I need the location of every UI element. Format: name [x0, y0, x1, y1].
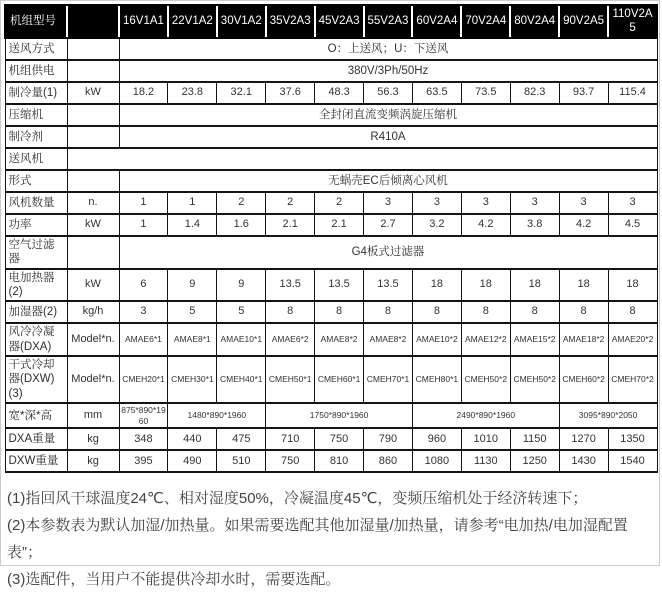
unit-cell: kW: [67, 214, 119, 236]
span-value-cell: 3095*890*2050: [559, 403, 657, 428]
value-cell: 115.4: [608, 82, 657, 104]
value-cell: 3: [559, 192, 608, 214]
table-row: [5, 192, 657, 214]
value-cell: 4.5: [608, 214, 657, 236]
value-cell: 18: [510, 269, 559, 302]
merged-value-cell: O：上送风；U：下送风: [119, 38, 657, 60]
value-cell: 18: [461, 269, 510, 302]
value-cell: AMAE18*2: [559, 323, 608, 356]
section-empty-cell: [67, 148, 657, 170]
note-line-3: (3)选配件，当用户不能提供冷却水时，需要选配。: [7, 571, 341, 589]
value-cell: 6: [119, 269, 168, 302]
span-value-cell: 2490*890*1960: [412, 403, 559, 428]
value-cell: CMEH60*1: [315, 356, 364, 403]
value-cell: 1: [119, 214, 168, 236]
row-label: 风冷冷凝器(DXA): [5, 323, 67, 356]
value-cell: 440: [168, 428, 217, 450]
unit-cell: [67, 60, 119, 82]
value-cell: 8: [315, 301, 364, 323]
value-cell: 2: [217, 192, 266, 214]
value-cell: 37.6: [266, 82, 315, 104]
value-cell: 56.3: [364, 82, 413, 104]
value-cell: 9: [168, 269, 217, 302]
row-label: 风机数量: [5, 192, 67, 214]
table-row: [5, 214, 657, 236]
value-cell: 8: [559, 301, 608, 323]
value-cell: 2.7: [364, 214, 413, 236]
value-cell: 1.6: [217, 214, 266, 236]
table-row: [5, 323, 657, 356]
value-cell: 8: [266, 301, 315, 323]
spec-table: [4, 4, 658, 473]
value-cell: 810: [315, 450, 364, 472]
value-cell: 23.8: [168, 82, 217, 104]
header-model-80V2A4: 80V2A4: [510, 5, 559, 38]
value-cell: 8: [608, 301, 657, 323]
value-cell: 710: [266, 428, 315, 450]
row-label: 干式冷却器(DXW)(3): [5, 356, 67, 403]
value-cell: 32.1: [217, 82, 266, 104]
value-cell: 475: [217, 428, 266, 450]
value-cell: 18: [608, 269, 657, 302]
merged-value-cell: R410A: [119, 126, 657, 148]
table-row: [5, 428, 657, 450]
merged-value-cell: 380V/3Ph/50Hz: [119, 60, 657, 82]
value-cell: 5: [168, 301, 217, 323]
value-cell: 13.5: [364, 269, 413, 302]
unit-cell: Model*n.: [67, 323, 119, 356]
row-label: 空气过滤器: [5, 236, 67, 269]
value-cell: 1: [168, 192, 217, 214]
header-model-70V2A4: 70V2A4: [461, 5, 510, 38]
value-cell: 93.7: [559, 82, 608, 104]
value-cell: AMAE10*1: [217, 323, 266, 356]
value-cell: CMEH20*1: [119, 356, 168, 403]
value-cell: 1540: [608, 450, 657, 472]
value-cell: 8: [461, 301, 510, 323]
table-row: [5, 450, 657, 472]
value-cell: AMAE6*2: [266, 323, 315, 356]
header-model-110V2A5: 110V2A5: [608, 5, 657, 38]
unit-cell: kg: [67, 428, 119, 450]
unit-cell: kW: [67, 82, 119, 104]
unit-cell: [67, 126, 119, 148]
value-cell: 3.8: [510, 214, 559, 236]
value-cell: 18: [412, 269, 461, 302]
value-cell: 2.1: [315, 214, 364, 236]
value-cell: 18: [559, 269, 608, 302]
header-model-60V2A4: 60V2A4: [412, 5, 461, 38]
value-cell: CMEH50*2: [461, 356, 510, 403]
merged-value-cell: 无蜗壳EC后倾离心风机: [119, 170, 657, 192]
unit-cell: kg/h: [67, 301, 119, 323]
row-label: 功率: [5, 214, 67, 236]
unit-cell: kg: [67, 450, 119, 472]
value-cell: AMAE8*2: [364, 323, 413, 356]
value-cell: 3: [364, 192, 413, 214]
value-cell: 3: [608, 192, 657, 214]
value-cell: 790: [364, 428, 413, 450]
table-row: [5, 148, 657, 170]
value-cell: 4.2: [559, 214, 608, 236]
value-cell: 2.1: [266, 214, 315, 236]
value-cell: 4.2: [461, 214, 510, 236]
value-cell: 48.3: [315, 82, 364, 104]
row-label: 电加热器(2): [5, 269, 67, 302]
table-header-row: [5, 5, 657, 38]
value-cell: 2: [315, 192, 364, 214]
value-cell: CMEH50*2: [510, 356, 559, 403]
value-cell: 860: [364, 450, 413, 472]
value-cell: 3.2: [412, 214, 461, 236]
value-cell: AMAE10*2: [412, 323, 461, 356]
header-model-title: 机组型号: [5, 5, 67, 38]
note-line-1: (1)指回风干球温度24℃、相对湿度50%，冷凝温度45℃，变频压缩机处于经济转速下；: [7, 490, 588, 508]
value-cell: 1080: [412, 450, 461, 472]
span-value-cell: 1480*890*1960: [168, 403, 266, 428]
value-cell: CMEH70*1: [364, 356, 413, 403]
table-row: [5, 301, 657, 323]
row-label: DXA重量: [5, 428, 67, 450]
value-cell: 395: [119, 450, 168, 472]
unit-cell: kW: [67, 269, 119, 302]
value-cell: 63.5: [412, 82, 461, 104]
value-cell: 13.5: [266, 269, 315, 302]
value-cell: 3: [119, 301, 168, 323]
value-cell: CMEH60*2: [559, 356, 608, 403]
header-model-55V2A3: 55V2A3: [364, 5, 413, 38]
footnotes: [1, 473, 659, 593]
unit-cell: Model*n.: [67, 356, 119, 403]
span-value-cell: 875*890*1960: [119, 403, 168, 428]
note-line-2: (2)本参数表为默认加湿/加热量。如果需要选配其他加湿量/加热量，请参考“电加热/电加湿配置表”；: [7, 517, 628, 562]
value-cell: 1250: [510, 450, 559, 472]
value-cell: 1.4: [168, 214, 217, 236]
row-label: DXW重量: [5, 450, 67, 472]
table-row: [5, 403, 657, 428]
row-label: 形式: [5, 170, 67, 192]
value-cell: AMAE8*2: [315, 323, 364, 356]
value-cell: AMAE8*1: [168, 323, 217, 356]
value-cell: 8: [510, 301, 559, 323]
table-row: [5, 236, 657, 269]
value-cell: AMAE6*1: [119, 323, 168, 356]
value-cell: 3: [412, 192, 461, 214]
value-cell: 3: [461, 192, 510, 214]
value-cell: 1350: [608, 428, 657, 450]
value-cell: 960: [412, 428, 461, 450]
table-row: [5, 60, 657, 82]
value-cell: 750: [315, 428, 364, 450]
header-model-22V1A2: 22V1A2: [168, 5, 217, 38]
unit-cell: n.: [67, 192, 119, 214]
value-cell: 1010: [461, 428, 510, 450]
header-model-16V1A1: 16V1A1: [119, 5, 168, 38]
value-cell: CMEH70*2: [608, 356, 657, 403]
row-label: 制冷剂: [5, 126, 67, 148]
value-cell: 1430: [559, 450, 608, 472]
value-cell: CMEH80*1: [412, 356, 461, 403]
span-value-cell: 1750*890*1960: [266, 403, 413, 428]
row-label: 制冷量(1): [5, 82, 67, 104]
spec-table-body: [5, 5, 657, 472]
value-cell: 1: [119, 192, 168, 214]
row-label: 宽*深*高: [5, 403, 67, 428]
table-row: [5, 82, 657, 104]
row-label: 加湿器(2): [5, 301, 67, 323]
value-cell: 73.5: [461, 82, 510, 104]
row-label: 压缩机: [5, 104, 67, 126]
unit-cell: [67, 170, 119, 192]
unit-cell: [67, 236, 119, 269]
value-cell: 18.2: [119, 82, 168, 104]
header-model-30V1A2: 30V1A2: [217, 5, 266, 38]
table-row: [5, 38, 657, 60]
value-cell: CMEH30*1: [168, 356, 217, 403]
value-cell: AMAE12*2: [461, 323, 510, 356]
table-row: [5, 356, 657, 403]
value-cell: 8: [364, 301, 413, 323]
value-cell: 1150: [510, 428, 559, 450]
value-cell: 2: [266, 192, 315, 214]
merged-value-cell: 全封闭直流变频涡旋压缩机: [119, 104, 657, 126]
unit-cell: mm: [67, 403, 119, 428]
unit-cell: [67, 38, 119, 60]
table-row: [5, 269, 657, 302]
value-cell: AMAE20*2: [608, 323, 657, 356]
header-model-35V2A3: 35V2A3: [266, 5, 315, 38]
value-cell: 3: [510, 192, 559, 214]
value-cell: 510: [217, 450, 266, 472]
header-blank-cell: [67, 5, 119, 38]
value-cell: 1130: [461, 450, 510, 472]
value-cell: 490: [168, 450, 217, 472]
value-cell: CMEH40*1: [217, 356, 266, 403]
table-row: [5, 104, 657, 126]
header-model-90V2A5: 90V2A5: [559, 5, 608, 38]
value-cell: 750: [266, 450, 315, 472]
header-model-45V2A3: 45V2A3: [315, 5, 364, 38]
value-cell: 8: [412, 301, 461, 323]
value-cell: AMAE15*2: [510, 323, 559, 356]
value-cell: 13.5: [315, 269, 364, 302]
value-cell: 5: [217, 301, 266, 323]
value-cell: 1270: [559, 428, 608, 450]
row-label: 送风方式: [5, 38, 67, 60]
merged-value-cell: G4板式过滤器: [119, 236, 657, 269]
row-label: 机组供电: [5, 60, 67, 82]
value-cell: 348: [119, 428, 168, 450]
value-cell: CMEH50*1: [266, 356, 315, 403]
table-row: [5, 126, 657, 148]
row-label: 送风机: [5, 148, 67, 170]
table-row: [5, 170, 657, 192]
value-cell: 9: [217, 269, 266, 302]
unit-cell: [67, 104, 119, 126]
value-cell: 82.3: [510, 82, 559, 104]
